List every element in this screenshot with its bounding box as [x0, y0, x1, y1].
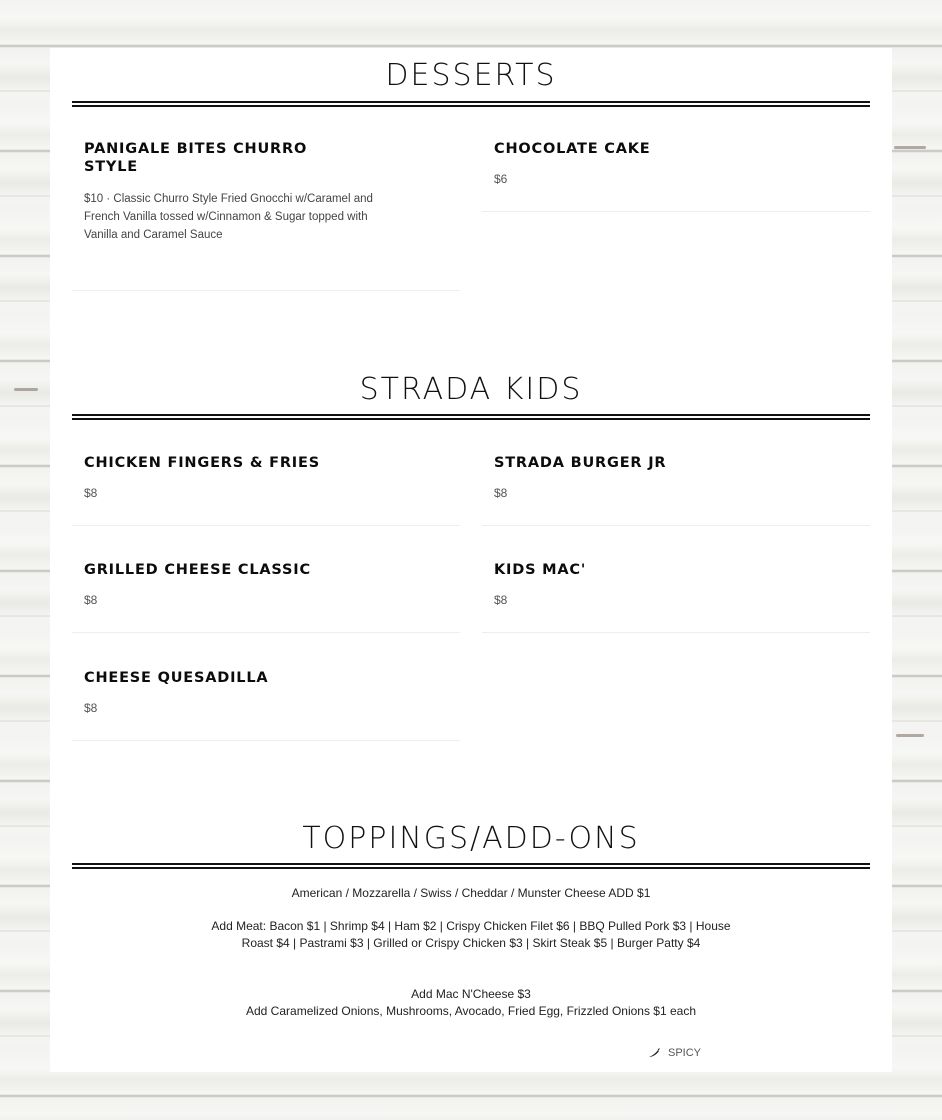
toppings-meat-line: Add Meat: Bacon $1 | Shrimp $4 | Ham $2 | Crispy Chicken Filet $6 | BBQ Pulled Pork $3 | House Roast $4 | Pastrami $3 | Grilled or Crispy Chicken $3 | Skirt Steak $5 | Burger Patty $4 [211, 919, 731, 950]
menu-item-grilled-cheese [72, 561, 460, 633]
section-divider [72, 863, 870, 869]
menu-item-panigale-bites [72, 140, 460, 291]
menu-item-chicken-fingers [72, 454, 460, 526]
item-price: $8 [494, 486, 508, 500]
item-name: CHOCOLATE CAKE [494, 141, 651, 157]
section-title-toppings: TOPPINGS/ADD-ONS [302, 821, 640, 856]
item-name: CHEESE QUESADILLA [84, 670, 269, 686]
item-name: GRILLED CHEESE CLASSIC [84, 562, 311, 578]
board-knot [896, 734, 924, 737]
item-price: $8 [494, 593, 508, 607]
menu-panel [50, 48, 892, 1072]
section-divider [72, 414, 870, 420]
section-title-kids: STRADA KIDS [359, 372, 583, 407]
menu-item-strada-burger-jr [482, 454, 870, 526]
board-knot [894, 146, 926, 149]
item-name: KIDS MAC' [494, 562, 587, 578]
section-title-desserts: DESSERTS [385, 58, 557, 93]
item-description: $10 · Classic Churro Style Fried Gnocchi w/Caramel and French Vanilla tossed w/Cinnamon & Sugar topped with Vanilla and Caramel Sauce [84, 193, 373, 241]
menu-item-cheese-quesadilla [72, 669, 460, 741]
item-name: STRADA BURGER JR [494, 455, 667, 471]
chili-pepper-icon [648, 1048, 660, 1058]
section-divider [72, 101, 870, 107]
board-knot [14, 388, 38, 391]
item-price: $8 [84, 593, 98, 607]
toppings-cheese-line: American / Mozzarella / Swiss / Cheddar / Munster Cheese ADD $1 [291, 886, 651, 900]
item-name: PANIGALE BITES CHURRO STYLE [84, 141, 308, 175]
spicy-label: SPICY [668, 1047, 702, 1059]
item-price: $8 [84, 486, 98, 500]
menu-item-kids-mac [482, 561, 870, 633]
item-price: $8 [84, 701, 98, 715]
spicy-legend [648, 1046, 701, 1060]
item-name: CHICKEN FINGERS & FRIES [84, 455, 320, 471]
item-price: $6 [494, 172, 508, 186]
menu-item-chocolate-cake [482, 140, 870, 212]
toppings-extras-line: Add Caramelized Onions, Mushrooms, Avocado, Fried Egg, Frizzled Onions $1 each [246, 1004, 696, 1018]
toppings-mac-line: Add Mac N'Cheese $3 [411, 987, 531, 1001]
